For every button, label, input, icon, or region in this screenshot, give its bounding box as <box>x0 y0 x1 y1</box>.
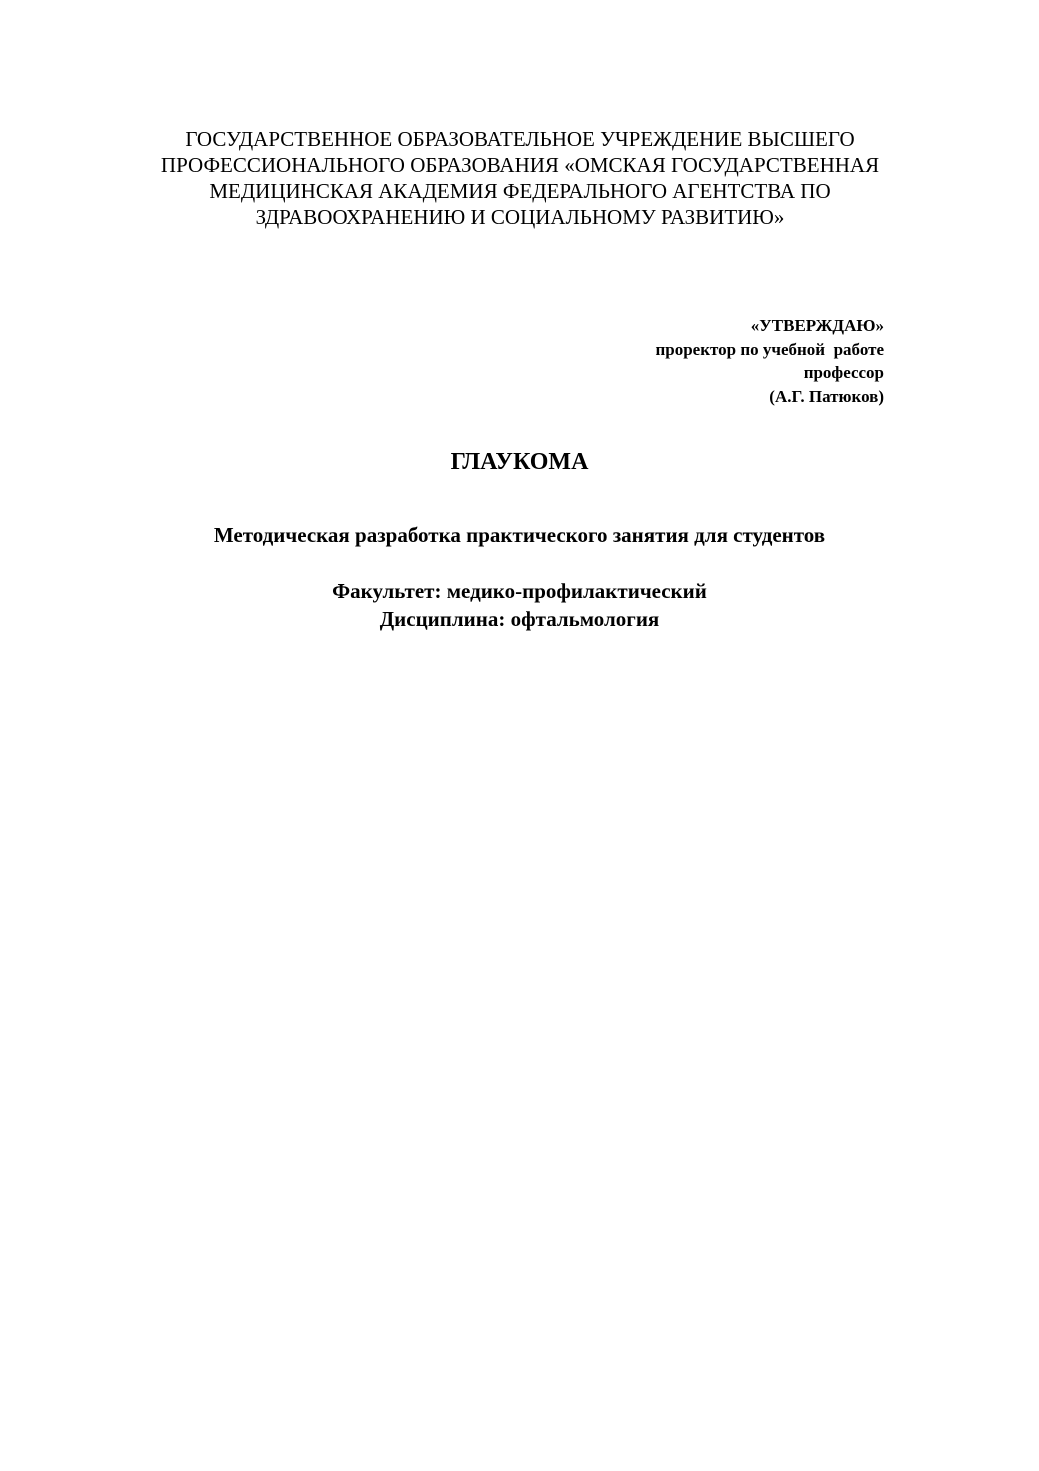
faculty-line: Факультет: медико-профилактический <box>332 579 707 603</box>
institution-line-3: МЕДИЦИНСКАЯ АКАДЕМИЯ ФЕДЕРАЛЬНОГО АГЕНТСТВА ПО <box>209 179 831 203</box>
institution-header <box>130 126 910 230</box>
approval-name: (А.Г. Патюков) <box>769 386 884 406</box>
approval-heading: «УТВЕРЖДАЮ» <box>750 316 884 335</box>
institution-line-2: ПРОФЕССИОНАЛЬНОГО ОБРАЗОВАНИЯ «ОМСКАЯ ГОСУДАРСТВЕННАЯ <box>160 153 880 177</box>
discipline-line: Дисциплина: офтальмология <box>379 607 660 631</box>
institution-line-4: ЗДРАВООХРАНЕНИЮ И СОЦИАЛЬНОМУ РАЗВИТИЮ» <box>255 205 785 229</box>
institution-line-1: ГОСУДАРСТВЕННОЕ ОБРАЗОВАТЕЛЬНОЕ УЧРЕЖДЕНИЕ ВЫСШЕГО <box>185 127 855 151</box>
approval-position: проректор по учебной работе <box>655 339 884 359</box>
approval-block <box>655 314 884 408</box>
document-subtitle: Методическая разработка практического занятия для студентов <box>213 523 826 547</box>
document-title: ГЛАУКОМА <box>450 449 589 475</box>
document-details <box>0 577 1039 633</box>
approval-rank: профессор <box>803 363 884 382</box>
